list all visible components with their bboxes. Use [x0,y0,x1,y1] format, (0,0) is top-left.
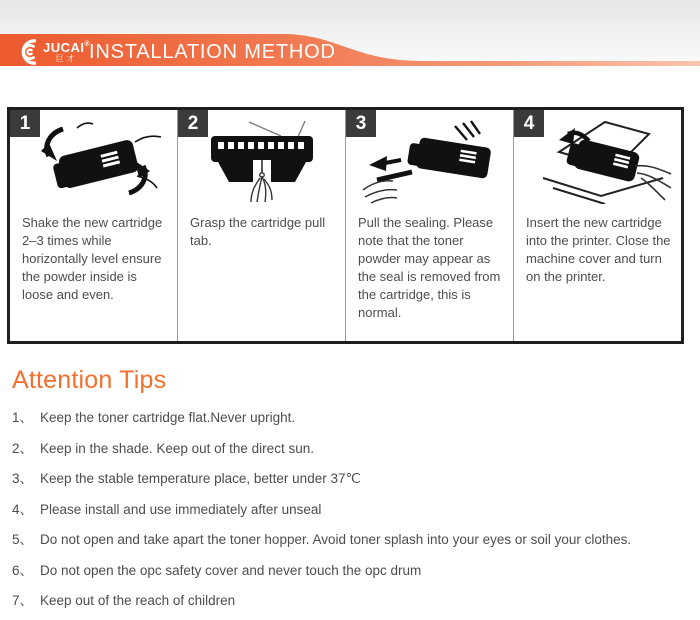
tip-text: Please install and use immediately after unseal [40,501,322,517]
step-description: Insert the new cartridge into the printer. Close the machine cover and turn on the printer. [526,215,671,284]
shake-cartridge-icon [19,116,169,204]
logo-text [43,41,90,63]
tip-number: 5、 [12,532,34,547]
jucai-swirl-icon [13,37,41,67]
step-number-badge: 3 [346,110,376,137]
step-description: Shake the new cartridge 2–3 times while horizontally level ensure the powder inside is loose and even. [22,215,163,302]
tip-number: 1、 [12,410,34,425]
step-panel-4 [514,110,681,341]
registered-mark: ® [84,41,91,48]
step-panel-3 [346,110,514,341]
tip-text: Do not open the opc safety cover and never touch the opc drum [40,562,422,578]
insert-cartridge-icon [523,116,673,204]
header-banner [0,0,700,68]
tip-number: 2、 [12,440,34,456]
tip-item [12,437,688,457]
step-number-badge: 2 [178,110,208,137]
tip-text: Keep in the shade. Keep out of the direct sun. [40,440,314,456]
tip-item [12,498,688,518]
tip-item [12,589,688,609]
step-description: Pull the sealing. Please note that the toner powder may appear as the seal is removed from the cartridge, this is normal. [358,215,501,320]
tip-number: 7、 [12,593,34,608]
attention-tips-section [12,366,688,620]
tip-text: Do not open and take apart the toner hopper. Avoid toner splash into your eyes or soil your clothes. [40,532,632,547]
logo-chinese-text: 巨才 [55,54,78,63]
tip-item [12,559,688,579]
tip-text: Keep out of the reach of children [40,593,236,608]
jucai-logo [13,37,90,67]
tip-number: 3、 [12,471,34,486]
tips-list [12,406,688,609]
installation-steps-box [7,107,684,344]
logo-brand: JUCAI [43,40,85,55]
page-title: INSTALLATION METHOD [89,41,336,63]
tip-text: Keep the stable temperature place, better under 37℃ [40,471,361,486]
step-number-badge: 4 [514,110,544,137]
tip-item [12,528,688,548]
step-description: Grasp the cartridge pull tab. [190,215,326,248]
grasp-pull-tab-icon [187,116,337,204]
tip-text: Keep the toner cartridge flat.Never upright. [40,410,296,425]
tip-item [12,406,688,426]
pull-seal-icon [355,116,505,204]
logo-brand-text [43,41,90,54]
step-number-badge: 1 [10,110,40,137]
tip-number: 6、 [12,562,34,578]
step-panel-1 [10,110,178,341]
attention-tips-title: Attention Tips [12,366,167,394]
tip-number: 4、 [12,501,34,517]
step-panel-2 [178,110,346,341]
tip-item [12,467,688,487]
